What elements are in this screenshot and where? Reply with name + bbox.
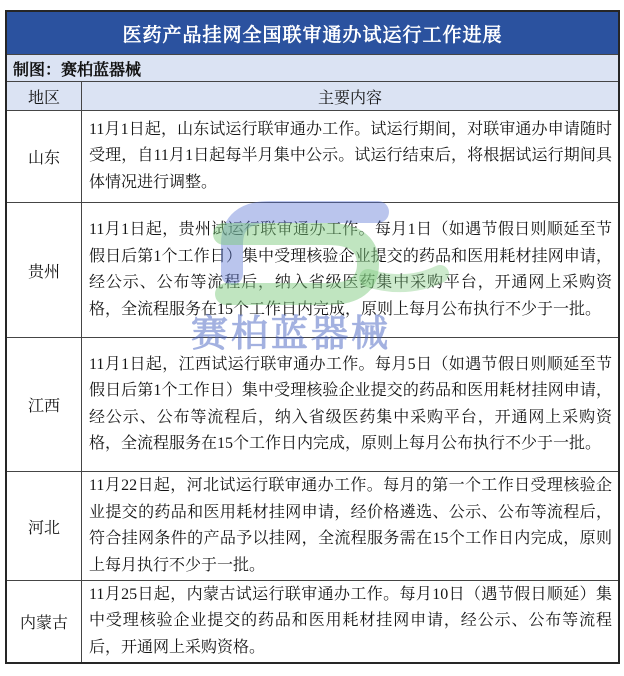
table-row: [7, 110, 618, 202]
region-cell: 贵州: [7, 203, 82, 337]
column-header-region: 地区: [7, 82, 82, 110]
table-row: [7, 202, 618, 337]
page-title: 医药产品挂网全国联审通办试运行工作进展: [7, 12, 618, 54]
content-cell: 11月1日起，山东试运行联审通办工作。试运行期间，对联审通办申请随时受理，自11月1日起每半月集中公示。试运行结束后，将根据试运行期间具体情况进行调整。: [89, 120, 612, 191]
region-cell: 山东: [7, 111, 82, 202]
content-cell: 11月1日起，贵州试运行联审通办工作。每月1日（如遇节假日则顺延至节假日后第1个工作日）集中受理核验企业提交的药品和医用耗材挂网申请，经公示、公布等流程后，纳入省级医药集中采购平台，开通网上采购资格，全流程服务在15个工作日内完成，原则上每月公布执行不少于一批。: [89, 221, 612, 318]
content-cell: 11月25日起，内蒙古试运行联审通办工作。每月10日（遇节假日顺延）集中受理核验企业提交的药品和医用耗材挂网申请，经公示、公布等流程后，开通网上采购资格。: [89, 585, 612, 656]
region-cell: 内蒙古: [7, 581, 82, 662]
content-cell: 11月1日起，江西试运行联审通办工作。每月5日（如遇节假日则顺延至节假日后第1个工作日）集中受理核验企业提交的药品和医用耗材挂网申请，经公示、公布等流程后，纳入省级医药集中采购平台，开通网上采购资格，全流程服务在15个工作日内完成，原则上每月公布执行不少于一批。: [89, 355, 612, 452]
credit-label: 制图：赛柏蓝器械: [7, 54, 618, 81]
progress-table: [5, 10, 620, 664]
region-cell: 河北: [7, 472, 82, 580]
table-row: [7, 471, 618, 580]
table-header-row: [7, 81, 618, 110]
table-row: [7, 580, 618, 662]
watermark-text: 赛柏蓝器械: [191, 313, 391, 354]
column-header-content: 主要内容: [317, 89, 382, 107]
table-row: [7, 337, 618, 471]
region-cell: 江西: [7, 338, 82, 471]
content-cell: 11月22日起，河北试运行联审通办工作。每月的第一个工作日受理核验企业提交的药品和医用耗材挂网申请，经价格遴选、公示、公布等流程后，符合挂网条件的产品予以挂网，全流程服务需在15个工作日内完成，原则上每月执行不少于一批。: [89, 477, 612, 574]
